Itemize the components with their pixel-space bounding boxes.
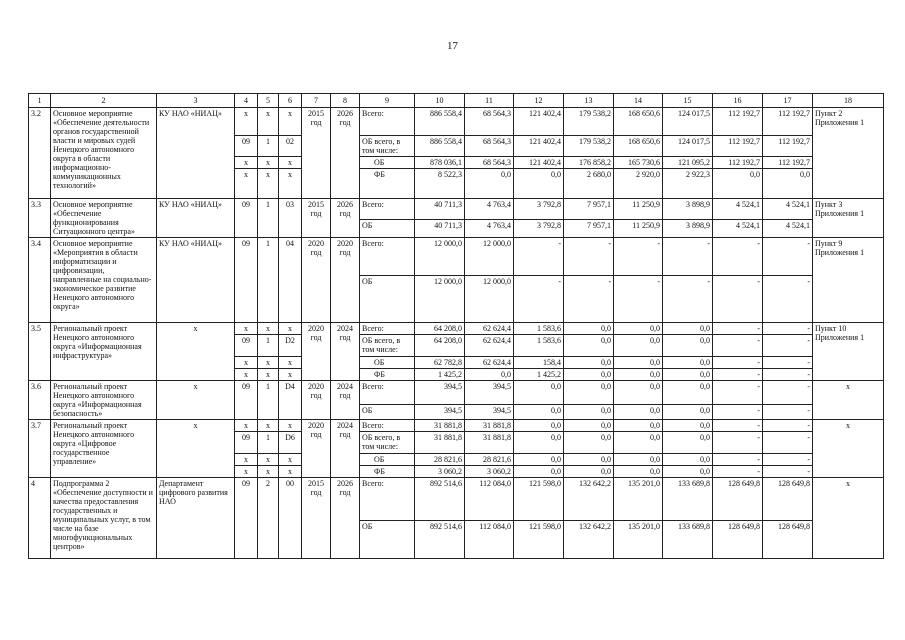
value-cell: 0,0 [663,404,713,419]
value-cell: 124 017,5 [663,136,713,157]
code-cell: 1 [258,335,279,357]
code-cell: x [235,108,258,136]
source-label: ОБ всего, в том числе: [360,432,415,454]
value-cell: - [564,238,614,276]
code-cell: 09 [235,381,258,420]
end-year: 2026 год [331,108,360,199]
value-cell: 28 821,6 [465,454,514,466]
value-cell: 878 036,1 [415,157,465,169]
header-cell: 12 [514,94,564,108]
value-cell: 0,0 [564,432,614,454]
value-cell: 179 538,2 [564,136,614,157]
value-cell: 8 522,3 [415,169,465,199]
code-cell: 1 [258,136,279,157]
code-cell: x [258,108,279,136]
value-cell: 0,0 [514,420,564,432]
activity-name: Подпрограмма 2 «Обеспечение доступности и качества предоставления государственных и муниципальных услуг, в том числе на базе многофункциональных центров» [51,478,157,559]
code-cell: x [279,420,302,432]
source-label: ФБ [360,169,415,199]
value-cell: 2 922,3 [663,169,713,199]
value-cell: 7 957,1 [564,199,614,220]
value-cell: 12 000,0 [415,276,465,323]
code-cell: 00 [279,478,302,559]
value-cell: 112 192,7 [713,136,763,157]
row-number: 3.2 [29,108,51,199]
value-cell: 121 402,4 [514,108,564,136]
header-cell: 7 [302,94,331,108]
value-cell: - [514,238,564,276]
code-cell: x [235,357,258,369]
start-year: 2015 год [302,199,331,238]
code-cell: x [279,169,302,199]
value-cell: 0,0 [564,454,614,466]
executor: КУ НАО «НИАЦ» [157,108,235,199]
value-cell: 132 642,2 [564,521,614,559]
code-cell: x [279,323,302,335]
end-year: 2020 год [331,238,360,323]
value-cell: - [763,369,813,381]
value-cell: - [763,323,813,335]
value-cell: - [763,454,813,466]
value-cell: 11 250,9 [614,219,663,237]
value-cell: 1 425,2 [415,369,465,381]
activity-name: Региональный проект Ненецкого автономного округа «Цифровое государственное управление» [51,420,157,478]
start-year: 2015 год [302,478,331,559]
code-cell: x [258,323,279,335]
value-cell: 4 524,1 [763,199,813,220]
note-cell: Пункт 3 Приложения 1 [813,199,884,238]
value-cell: 0,0 [663,323,713,335]
value-cell: 1 425,2 [514,369,564,381]
header-cell: 17 [763,94,813,108]
value-cell: 0,0 [663,432,713,454]
value-cell: 3 792,8 [514,199,564,220]
value-cell: 40 711,3 [415,219,465,237]
start-year: 2020 год [302,420,331,478]
value-cell: 133 689,8 [663,521,713,559]
value-cell: - [663,276,713,323]
value-cell: 0,0 [614,369,663,381]
header-cell: 1 [29,94,51,108]
code-cell: x [258,169,279,199]
code-cell: D4 [279,381,302,420]
header-cell: 2 [51,94,157,108]
value-cell: - [713,323,763,335]
source-label: ОБ [360,219,415,237]
note-cell: Пункт 2 Приложения 1 [813,108,884,199]
value-cell: 2 920,0 [614,169,663,199]
value-cell: 3 898,9 [663,199,713,220]
value-cell: - [763,420,813,432]
value-cell: 31 881,8 [465,432,514,454]
value-cell: 128 649,8 [713,521,763,559]
activity-name: Основное мероприятие «Обеспечение функционирования Ситуационного центра» [51,199,157,238]
value-cell: 128 649,8 [713,478,763,521]
code-cell: x [258,157,279,169]
value-cell: 394,5 [465,404,514,419]
code-cell: 09 [235,432,258,454]
value-cell: - [713,420,763,432]
value-cell: - [763,404,813,419]
value-cell: - [663,238,713,276]
header-cell: 10 [415,94,465,108]
source-label: Всего: [360,323,415,335]
value-cell: 112 084,0 [465,478,514,521]
header-cell: 11 [465,94,514,108]
header-cell: 13 [564,94,614,108]
start-year: 2015 год [302,108,331,199]
value-cell: 0,0 [614,335,663,357]
note-cell: Пункт 10 Приложения 1 [813,323,884,381]
executor: x [157,323,235,381]
value-cell: 179 538,2 [564,108,614,136]
code-cell: D2 [279,335,302,357]
page-number: 17 [447,40,458,52]
value-cell: 0,0 [514,466,564,478]
row-number: 3.7 [29,420,51,478]
value-cell: - [614,276,663,323]
header-cell: 14 [614,94,663,108]
code-cell: x [235,323,258,335]
code-cell: x [258,369,279,381]
code-cell: x [279,108,302,136]
header-cell: 6 [279,94,302,108]
value-cell: 1 583,6 [514,335,564,357]
value-cell: 62 782,8 [415,357,465,369]
end-year: 2026 год [331,478,360,559]
activity-name: Основное мероприятие «Обеспечение деятельности органов государственной власти и мировых судей Ненецкого автономного округа в области информационно-коммуникационных технологий» [51,108,157,199]
value-cell: 0,0 [614,404,663,419]
value-cell: - [713,369,763,381]
note-cell: x [813,381,884,420]
header-cell: 3 [157,94,235,108]
code-cell: x [258,357,279,369]
value-cell: - [564,276,614,323]
value-cell: 112 084,0 [465,521,514,559]
value-cell: 886 558,4 [415,136,465,157]
value-cell: 0,0 [663,454,713,466]
value-cell: - [763,238,813,276]
value-cell: 12 000,0 [415,238,465,276]
value-cell: 0,0 [564,369,614,381]
value-cell: 0,0 [514,432,564,454]
code-cell: x [235,454,258,466]
code-cell: x [235,466,258,478]
value-cell: 68 564,3 [465,108,514,136]
value-cell: 0,0 [663,335,713,357]
code-cell: x [235,169,258,199]
value-cell: 394,5 [415,404,465,419]
header-row [29,94,884,108]
header-cell: 16 [713,94,763,108]
value-cell: 2 680,0 [564,169,614,199]
executor: Департамент цифрового развития НАО [157,478,235,559]
value-cell: 0,0 [663,357,713,369]
value-cell: 0,0 [663,369,713,381]
value-cell: 4 524,1 [713,199,763,220]
value-cell: - [763,357,813,369]
value-cell: 121 598,0 [514,521,564,559]
source-label: ФБ [360,369,415,381]
row-number: 4 [29,478,51,559]
header-cell: 4 [235,94,258,108]
code-cell: 04 [279,238,302,323]
code-cell: 09 [235,199,258,238]
code-cell: 03 [279,199,302,238]
value-cell: 64 208,0 [415,323,465,335]
value-cell: 11 250,9 [614,199,663,220]
row-number: 3.3 [29,199,51,238]
value-cell: 3 792,8 [514,219,564,237]
value-cell: - [763,432,813,454]
value-cell: 132 642,2 [564,478,614,521]
value-cell: 31 881,8 [415,432,465,454]
value-cell: - [713,381,763,405]
value-cell: 0,0 [663,420,713,432]
source-label: ОБ [360,404,415,419]
value-cell: 112 192,7 [763,157,813,169]
source-label: Всего: [360,478,415,521]
value-cell: 4 763,4 [465,199,514,220]
code-cell: D6 [279,432,302,454]
value-cell: 62 624,4 [465,335,514,357]
value-cell: 0,0 [614,466,663,478]
code-cell: x [235,369,258,381]
value-cell: 0,0 [614,381,663,405]
value-cell: 133 689,8 [663,478,713,521]
value-cell: 12 000,0 [465,276,514,323]
value-cell: 0,0 [514,381,564,405]
source-label: Всего: [360,420,415,432]
note-cell: x [813,420,884,478]
code-cell: 1 [258,381,279,420]
value-cell: 0,0 [514,454,564,466]
value-cell: 0,0 [614,420,663,432]
source-label: Всего: [360,238,415,276]
code-cell: 09 [235,136,258,157]
source-label: ОБ [360,357,415,369]
source-label: ОБ [360,157,415,169]
value-cell: 0,0 [465,169,514,199]
value-cell: 62 624,4 [465,323,514,335]
table-row [29,238,884,276]
code-cell: x [279,357,302,369]
code-cell: 09 [235,238,258,323]
activity-name: Региональный проект Ненецкого автономного округа «Информационная безопасность» [51,381,157,420]
value-cell: - [514,276,564,323]
value-cell: 1 583,6 [514,323,564,335]
header-cell: 15 [663,94,713,108]
code-cell: 09 [235,478,258,559]
value-cell: 40 711,3 [415,199,465,220]
value-cell: 0,0 [663,381,713,405]
value-cell: 4 763,4 [465,219,514,237]
value-cell: 0,0 [564,323,614,335]
value-cell: 0,0 [614,432,663,454]
header-cell: 8 [331,94,360,108]
value-cell: 168 650,6 [614,136,663,157]
code-cell: x [235,420,258,432]
value-cell: 0,0 [514,404,564,419]
value-cell: - [713,276,763,323]
source-label: ОБ [360,454,415,466]
value-cell: 112 192,7 [763,108,813,136]
end-year: 2024 год [331,420,360,478]
value-cell: 68 564,3 [465,157,514,169]
budget-table [28,93,884,559]
value-cell: 0,0 [614,323,663,335]
code-cell: 1 [258,199,279,238]
value-cell: - [713,454,763,466]
activity-name: Региональный проект Ненецкого автономного округа «Информационная инфраструктура» [51,323,157,381]
value-cell: 128 649,8 [763,521,813,559]
value-cell: 0,0 [564,357,614,369]
value-cell: - [614,238,663,276]
value-cell: 0,0 [614,454,663,466]
value-cell: 28 821,6 [415,454,465,466]
row-number: 3.6 [29,381,51,420]
value-cell: 165 730,6 [614,157,663,169]
value-cell: - [763,381,813,405]
code-cell: x [235,157,258,169]
table-row [29,199,884,220]
value-cell: 124 017,5 [663,108,713,136]
value-cell: 892 514,6 [415,478,465,521]
table-row [29,420,884,432]
value-cell: 3 060,2 [465,466,514,478]
activity-name: Основное мероприятие «Мероприятия в области информатизации и цифровизации, направленные на социально-экономическое развитие Ненецкого автономного округа» [51,238,157,323]
value-cell: 0,0 [564,335,614,357]
value-cell: 0,0 [564,381,614,405]
source-label: ОБ [360,521,415,559]
start-year: 2020 год [302,381,331,420]
header-cell: 5 [258,94,279,108]
table-row [29,381,884,405]
executor: x [157,381,235,420]
value-cell: 176 858,2 [564,157,614,169]
source-label: Всего: [360,381,415,405]
row-number: 3.5 [29,323,51,381]
value-cell: 0,0 [465,369,514,381]
value-cell: - [713,466,763,478]
value-cell: - [713,404,763,419]
value-cell: 3 898,9 [663,219,713,237]
source-label: ОБ [360,276,415,323]
executor: КУ НАО «НИАЦ» [157,199,235,238]
source-label: Всего: [360,199,415,220]
value-cell: 62 624,4 [465,357,514,369]
value-cell: 0,0 [564,420,614,432]
value-cell: 0,0 [713,169,763,199]
value-cell: 892 514,6 [415,521,465,559]
end-year: 2024 год [331,381,360,420]
note-cell: Пункт 9 Приложения 1 [813,238,884,323]
value-cell: 12 000,0 [465,238,514,276]
table-row [29,478,884,521]
value-cell: 112 192,7 [763,136,813,157]
end-year: 2026 год [331,199,360,238]
value-cell: 0,0 [663,466,713,478]
value-cell: 112 192,7 [713,157,763,169]
start-year: 2020 год [302,323,331,381]
note-cell: x [813,478,884,559]
value-cell: 0,0 [564,404,614,419]
value-cell: 31 881,8 [415,420,465,432]
code-cell: x [258,466,279,478]
code-cell: 02 [279,136,302,157]
source-label: Всего: [360,108,415,136]
value-cell: 394,5 [465,381,514,405]
header-cell: 9 [360,94,415,108]
code-cell: x [279,466,302,478]
executor: x [157,420,235,478]
code-cell: x [279,369,302,381]
start-year: 2020 год [302,238,331,323]
table-row [29,108,884,136]
value-cell: - [713,335,763,357]
value-cell: 128 649,8 [763,478,813,521]
executor: КУ НАО «НИАЦ» [157,238,235,323]
value-cell: - [763,276,813,323]
value-cell: 168 650,6 [614,108,663,136]
code-cell: x [279,454,302,466]
header-cell: 18 [813,94,884,108]
value-cell: 0,0 [514,169,564,199]
value-cell: - [713,357,763,369]
code-cell: x [258,420,279,432]
code-cell: 1 [258,432,279,454]
source-label: ОБ всего, в том числе: [360,335,415,357]
value-cell: 0,0 [564,466,614,478]
value-cell: 0,0 [614,357,663,369]
value-cell: 64 208,0 [415,335,465,357]
value-cell: - [713,238,763,276]
value-cell: 135 201,0 [614,478,663,521]
value-cell: 112 192,7 [713,108,763,136]
code-cell: 2 [258,478,279,559]
value-cell: 4 524,1 [713,219,763,237]
value-cell: 0,0 [763,169,813,199]
value-cell: 68 564,3 [465,136,514,157]
value-cell: 3 060,2 [415,466,465,478]
table-row [29,323,884,335]
value-cell: 31 881,8 [465,420,514,432]
value-cell: - [763,466,813,478]
code-cell: x [279,157,302,169]
source-label: ФБ [360,466,415,478]
row-number: 3.4 [29,238,51,323]
value-cell: 121 402,4 [514,157,564,169]
end-year: 2024 год [331,323,360,381]
code-cell: 1 [258,238,279,323]
value-cell: 886 558,4 [415,108,465,136]
source-label: ОБ всего, в том числе: [360,136,415,157]
value-cell: 7 957,1 [564,219,614,237]
value-cell: - [763,335,813,357]
value-cell: 121 598,0 [514,478,564,521]
code-cell: 09 [235,335,258,357]
value-cell: - [713,432,763,454]
value-cell: 135 201,0 [614,521,663,559]
value-cell: 394,5 [415,381,465,405]
value-cell: 121 095,2 [663,157,713,169]
value-cell: 158,4 [514,357,564,369]
code-cell: x [258,454,279,466]
value-cell: 4 524,1 [763,219,813,237]
value-cell: 121 402,4 [514,136,564,157]
